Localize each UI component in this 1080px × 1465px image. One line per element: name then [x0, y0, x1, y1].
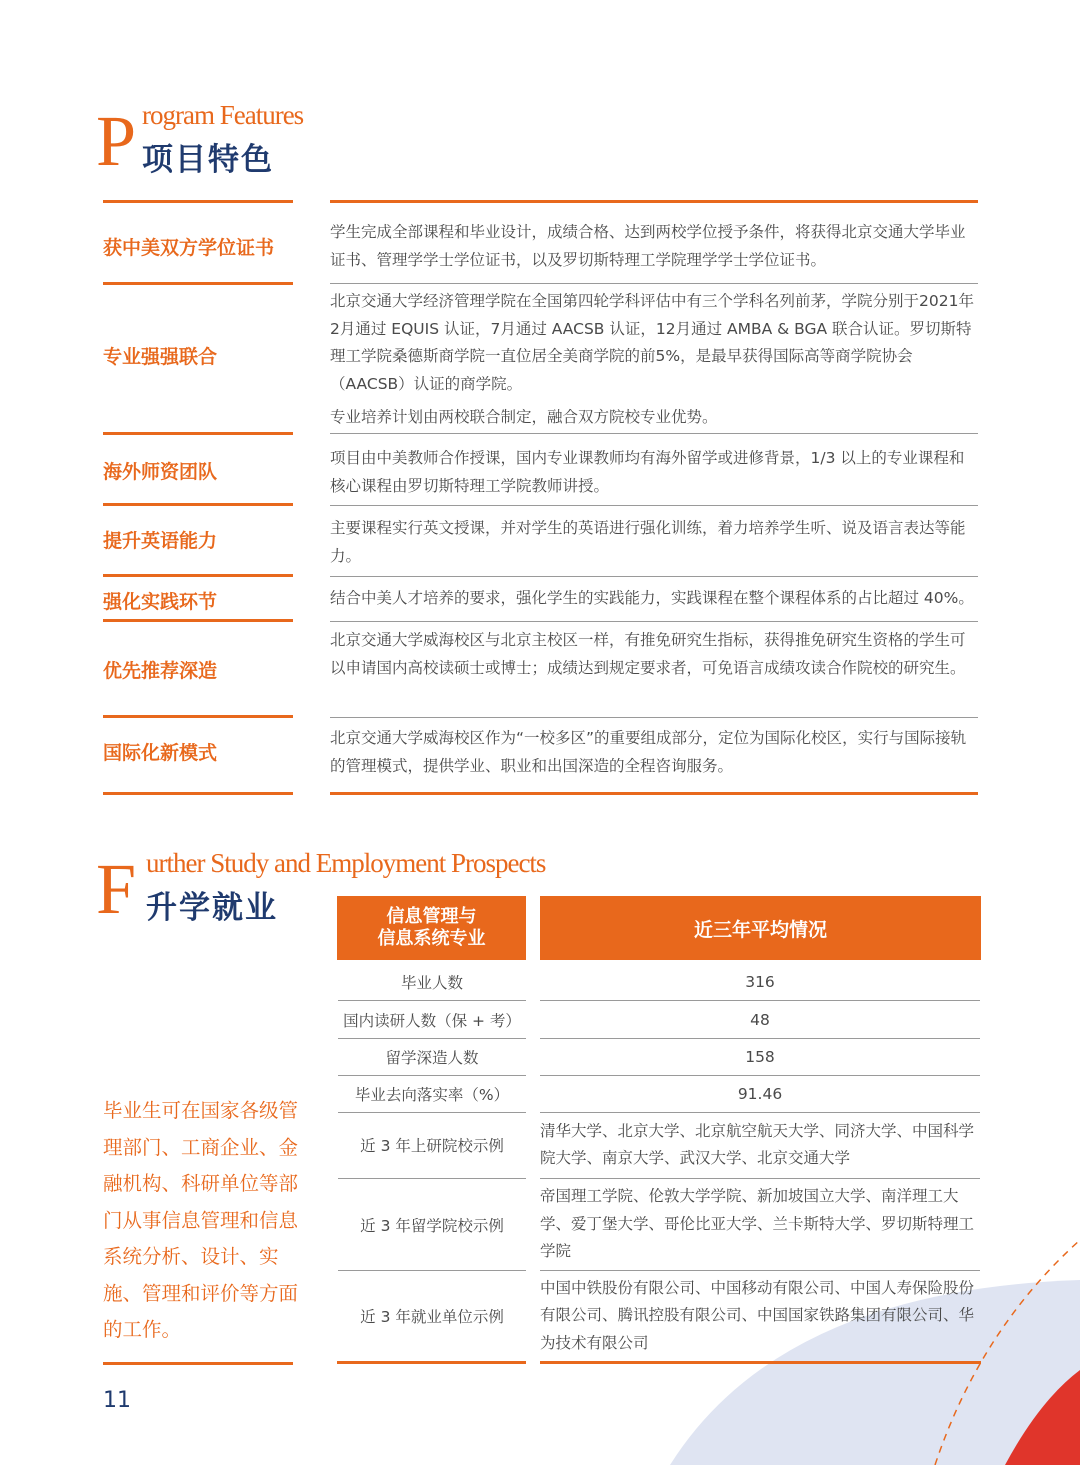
page-number: 11 [103, 1388, 131, 1413]
feature-label: 获中美双方学位证书 [103, 237, 275, 259]
feature-description: 主要课程实行英文授课，并对学生的英语进行强化训练，着力培养学生听、说及语言表达等能力。 [330, 519, 966, 565]
heading-english: urther Study and Employment Prospects [146, 848, 546, 878]
table-row-label: 留学深造人数 [385, 1049, 479, 1067]
heading-initial-letter: P [96, 101, 137, 181]
heading-chinese: 升学就业 [146, 890, 278, 926]
feature-label: 强化实践环节 [103, 591, 218, 613]
graduate-career-description: 毕业生可在国家各级管理部门、工商企业、金融机构、科研单位等部门从事信息管理和信息系统分析、设计、实施、管理和评价等方面的工作。 [103, 1099, 299, 1341]
heading-chinese: 项目特色 [142, 142, 274, 178]
feature-label: 国际化新模式 [103, 742, 218, 764]
feature-label: 海外师资团队 [103, 461, 218, 483]
table-row-value: 中国中铁股份有限公司、中国移动有限公司、中国人寿保险股份有限公司、腾讯控股有限公司、中国国家铁路集团有限公司、华为技术有限公司 [540, 1278, 975, 1352]
heading-english: rogram Features [142, 100, 304, 130]
feature-label: 优先推荐深造 [103, 660, 218, 682]
table-header-major: 信息管理与 信息系统专业 [337, 896, 526, 960]
table-row-label: 近 3 年留学院校示例 [360, 1216, 504, 1235]
feature-description: 学生完成全部课程和毕业设计，成绩合格、达到两校学位授予条件，将获得北京交通大学毕业证书、管理学学士学位证书，以及罗切斯特理工学院理学学士学位证书。 [330, 223, 966, 269]
feature-description: 北京交通大学经济管理学院在全国第四轮学科评估中有三个学科名列前茅，学院分别于2021年2月通过 EQUIS 认证，7月通过 AACSB 认证，12月通过 AMBA & BGA 联合认证。罗切斯特理工学院桑德斯商学院一直位居全美商学院的前5%，是最早获得国际高等商学院协会（AACSB）认证的商学院。 专业培养计划由两校联合制定，融合双方院校专业优势。 [330, 292, 974, 426]
table-header-summary: 近三年平均情况 [540, 896, 981, 960]
table-row-value: 316 [745, 973, 775, 991]
table-row-label: 近 3 年就业单位示例 [360, 1308, 504, 1326]
table-row-value: 158 [745, 1048, 775, 1066]
side-divider [103, 1362, 293, 1365]
table-row-label: 毕业人数 [400, 974, 463, 992]
table-row-value: 清华大学、北京大学、北京航空航天大学、同济大学、中国科学院大学、南京大学、武汉大学、北京交通大学 [540, 1121, 975, 1167]
feature-label: 提升英语能力 [103, 530, 218, 552]
feature-description: 项目由中美教师合作授课，国内专业课教师均有海外留学或进修背景，1/3 以上的专业课程和核心课程由罗切斯特理工学院教师讲授。 [330, 449, 965, 495]
table-row-value: 48 [750, 1010, 770, 1029]
table-row-label: 国内读研人数（保 + 考） [343, 1011, 521, 1030]
heading-initial-letter: F [96, 849, 137, 929]
table-row-label: 毕业去向落实率（%） [354, 1086, 510, 1104]
feature-description: 北京交通大学威海校区与北京主校区一样，有推免研究生指标，获得推免研究生资格的学生可以申请国内高校读硕士或博士；成绩达到规定要求者，可免语言成绩攻读合作院校的研究生。 [330, 631, 966, 677]
feature-description: 结合中美人才培养的要求，强化学生的实践能力，实践课程在整个课程体系的占比超过 40%。 [330, 589, 974, 607]
table-row-label: 近 3 年上研院校示例 [360, 1137, 504, 1155]
table-row-value: 帝国理工学院、伦敦大学学院、新加坡国立大学、南洋理工大学、爱丁堡大学、哥伦比亚大学、兰卡斯特大学、罗切斯特理工学院 [540, 1187, 975, 1261]
feature-description: 北京交通大学威海校区作为“一校多区”的重要组成部分，定位为国际化校区，实行与国际接轨的管理模式，提供学业、职业和出国深造的全程咨询服务。 [330, 729, 967, 775]
feature-label: 专业强强联合 [103, 346, 218, 368]
table-row-value: 91.46 [737, 1085, 783, 1103]
